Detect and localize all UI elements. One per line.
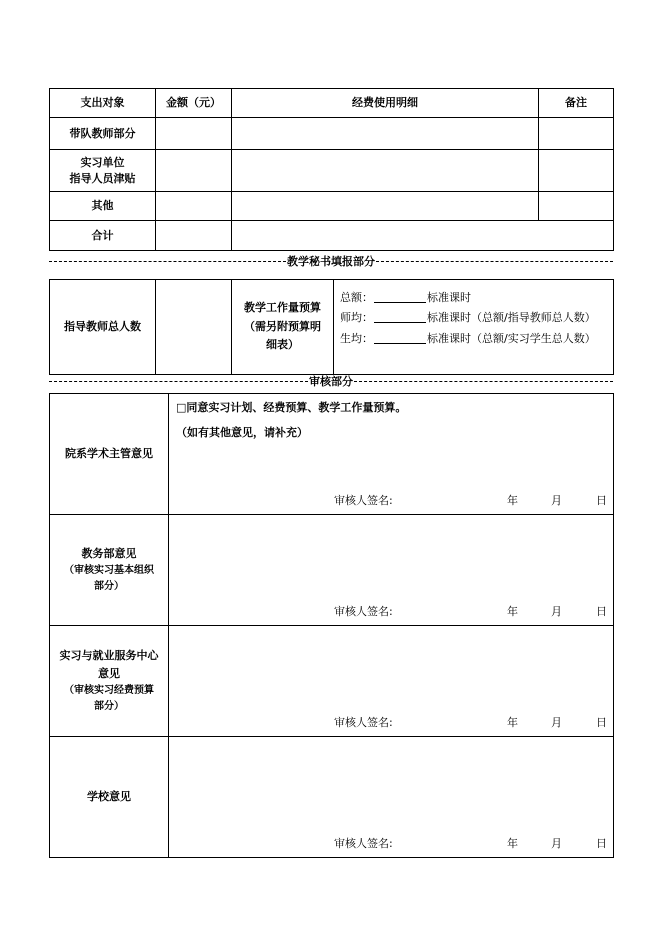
- row-label-other: 其他: [50, 192, 156, 221]
- workload-per-teacher-prefix: 师均：: [340, 311, 373, 325]
- cell-university-opinion[interactable]: [169, 737, 614, 858]
- table-row: [50, 192, 614, 221]
- signature-row: [169, 715, 613, 729]
- signature-year-1[interactable]: 年: [507, 494, 518, 507]
- signature-month-3[interactable]: 月: [551, 716, 562, 729]
- signature-label-4[interactable]: 审核人签名:: [334, 837, 393, 850]
- workload-total-unit: 标准课时: [427, 291, 471, 304]
- budget-label-line3: 细表）: [266, 338, 299, 352]
- label-academic-affairs-opinion: [50, 515, 169, 626]
- divider-secretary-label: 教学秘书填报部分: [287, 254, 375, 268]
- cell-faculty-academic-head-opinion[interactable]: [169, 394, 614, 515]
- signature-day-1[interactable]: 日: [596, 494, 607, 507]
- cell-internship-employment-center-opinion[interactable]: [169, 626, 614, 737]
- approval-body-inner: [169, 515, 613, 625]
- divider-review-section: [49, 374, 613, 388]
- signature-year-3[interactable]: 年: [507, 716, 518, 729]
- cell-detail-lead-teacher[interactable]: [232, 118, 539, 150]
- divider-rule-left: [49, 381, 308, 382]
- signature-row: [169, 604, 613, 618]
- workload-per-student-suffix: （总额/实习学生总人数）: [471, 331, 596, 345]
- cell-amount-lead-teacher[interactable]: [156, 118, 232, 150]
- approval-label-sub1-3: （审核实习经费预算: [64, 684, 154, 696]
- workload-per-teacher-suffix: （总额/指导教师总人数）: [471, 311, 596, 325]
- divider-secretary-section: [49, 254, 613, 268]
- signature-label-3[interactable]: 审核人签名:: [334, 716, 393, 729]
- table-row: [50, 221, 614, 251]
- cell-amount-other[interactable]: [156, 192, 232, 221]
- header-amount: 金额（元）: [156, 89, 232, 118]
- workload-total-prefix: 总额：: [340, 291, 373, 304]
- approval-label-main-3: 实习与就业服务中心: [59, 649, 159, 663]
- budget-label-line2: （需另附预算明: [244, 319, 321, 333]
- signature-year-2[interactable]: 年: [507, 605, 518, 618]
- signature-label-2[interactable]: 审核人签名:: [334, 605, 393, 618]
- approval-label-sub2-2: 部分）: [94, 580, 124, 592]
- workload-per-teacher-unit: 标准课时: [427, 311, 471, 325]
- table-row: [50, 737, 614, 858]
- expense-table: [49, 88, 614, 251]
- workload-table: [49, 279, 614, 375]
- approval-body-inner: [169, 394, 613, 514]
- label-faculty-academic-head-opinion: [50, 394, 169, 515]
- signature-month-4[interactable]: 月: [551, 837, 562, 850]
- signature-label-1[interactable]: 审核人签名:: [334, 494, 393, 507]
- budget-label-line1: 教学工作量预算: [244, 300, 321, 314]
- table-row: [50, 394, 614, 515]
- approval-label-main2-3: 意见: [98, 667, 120, 680]
- cell-detail-other[interactable]: [232, 192, 539, 221]
- workload-line-total: [340, 288, 609, 308]
- label-university-opinion: [50, 737, 169, 858]
- cell-remark-internship-unit[interactable]: [539, 150, 614, 192]
- label-internship-employment-center-opinion: [50, 626, 169, 737]
- header-expense-target: 支出对象: [50, 89, 156, 118]
- row-label-total: 合计: [50, 221, 156, 251]
- row-label-internship-unit-line1: 实习单位: [80, 155, 125, 169]
- workload-line-per-teacher: [340, 308, 609, 328]
- workload-line-per-student: [340, 329, 609, 349]
- table-row-header: [50, 89, 614, 118]
- label-teacher-total-count: 指导教师总人数: [50, 280, 156, 375]
- cell-amount-total[interactable]: [156, 221, 232, 251]
- signature-day-4[interactable]: 日: [596, 837, 607, 850]
- divider-rule-right: [376, 261, 613, 262]
- signature-day-3[interactable]: 日: [596, 716, 607, 729]
- signature-day-2[interactable]: 日: [596, 605, 607, 618]
- signature-row: [169, 836, 613, 850]
- table-row: [50, 626, 614, 737]
- workload-per-teacher-blank[interactable]: [374, 311, 426, 323]
- signature-row: [169, 493, 613, 507]
- signature-year-4[interactable]: 年: [507, 837, 518, 850]
- row-label-lead-teacher: 带队教师部分: [50, 118, 156, 150]
- approval-label-main-2: 教务部意见: [81, 547, 137, 561]
- header-usage-detail: 经费使用明细: [232, 89, 539, 118]
- divider-review-label: 审核部分: [309, 374, 353, 388]
- divider-rule-right: [354, 381, 613, 382]
- workload-per-student-unit: 标准课时: [427, 331, 471, 345]
- label-teaching-workload-budget: [232, 280, 334, 375]
- row-label-internship-unit: [50, 150, 156, 192]
- cell-detail-internship-unit[interactable]: [232, 150, 539, 192]
- approval-table: [49, 393, 614, 858]
- cell-workload-breakdown: [334, 280, 614, 375]
- cell-amount-internship-unit[interactable]: [156, 150, 232, 192]
- header-remark: 备注: [539, 89, 614, 118]
- approval-note-1: （如有其他意见，请补充）: [176, 426, 308, 440]
- row-label-internship-unit-line2: 指导人员津贴: [69, 171, 136, 185]
- approval-label-main-4: 学校意见: [87, 790, 131, 804]
- approval-label-sub2-3: 部分）: [94, 700, 124, 712]
- approval-body-inner: [169, 626, 613, 736]
- table-row: [50, 280, 614, 375]
- signature-month-2[interactable]: 月: [551, 605, 562, 618]
- approval-checkbox-statement-1[interactable]: □同意实习计划、经费预算、教学工作量预算。: [176, 401, 407, 414]
- approval-label-sub1-2: （审核实习基本组织: [64, 564, 154, 576]
- signature-month-1[interactable]: 月: [551, 494, 562, 507]
- approval-label-main-1: 院系学术主管意见: [65, 447, 153, 461]
- table-row: [50, 150, 614, 192]
- cell-remark-lead-teacher[interactable]: [539, 118, 614, 150]
- workload-total-blank[interactable]: [374, 291, 426, 303]
- divider-rule-left: [49, 261, 286, 262]
- cell-teacher-total-count-value[interactable]: [156, 280, 232, 375]
- workload-per-student-prefix: 生均：: [340, 331, 373, 345]
- cell-detail-total[interactable]: [232, 221, 614, 251]
- table-row: [50, 118, 614, 150]
- workload-per-student-blank[interactable]: [374, 332, 426, 344]
- approval-body-inner: [169, 737, 613, 857]
- cell-academic-affairs-opinion[interactable]: [169, 515, 614, 626]
- table-row: [50, 515, 614, 626]
- cell-remark-other[interactable]: [539, 192, 614, 221]
